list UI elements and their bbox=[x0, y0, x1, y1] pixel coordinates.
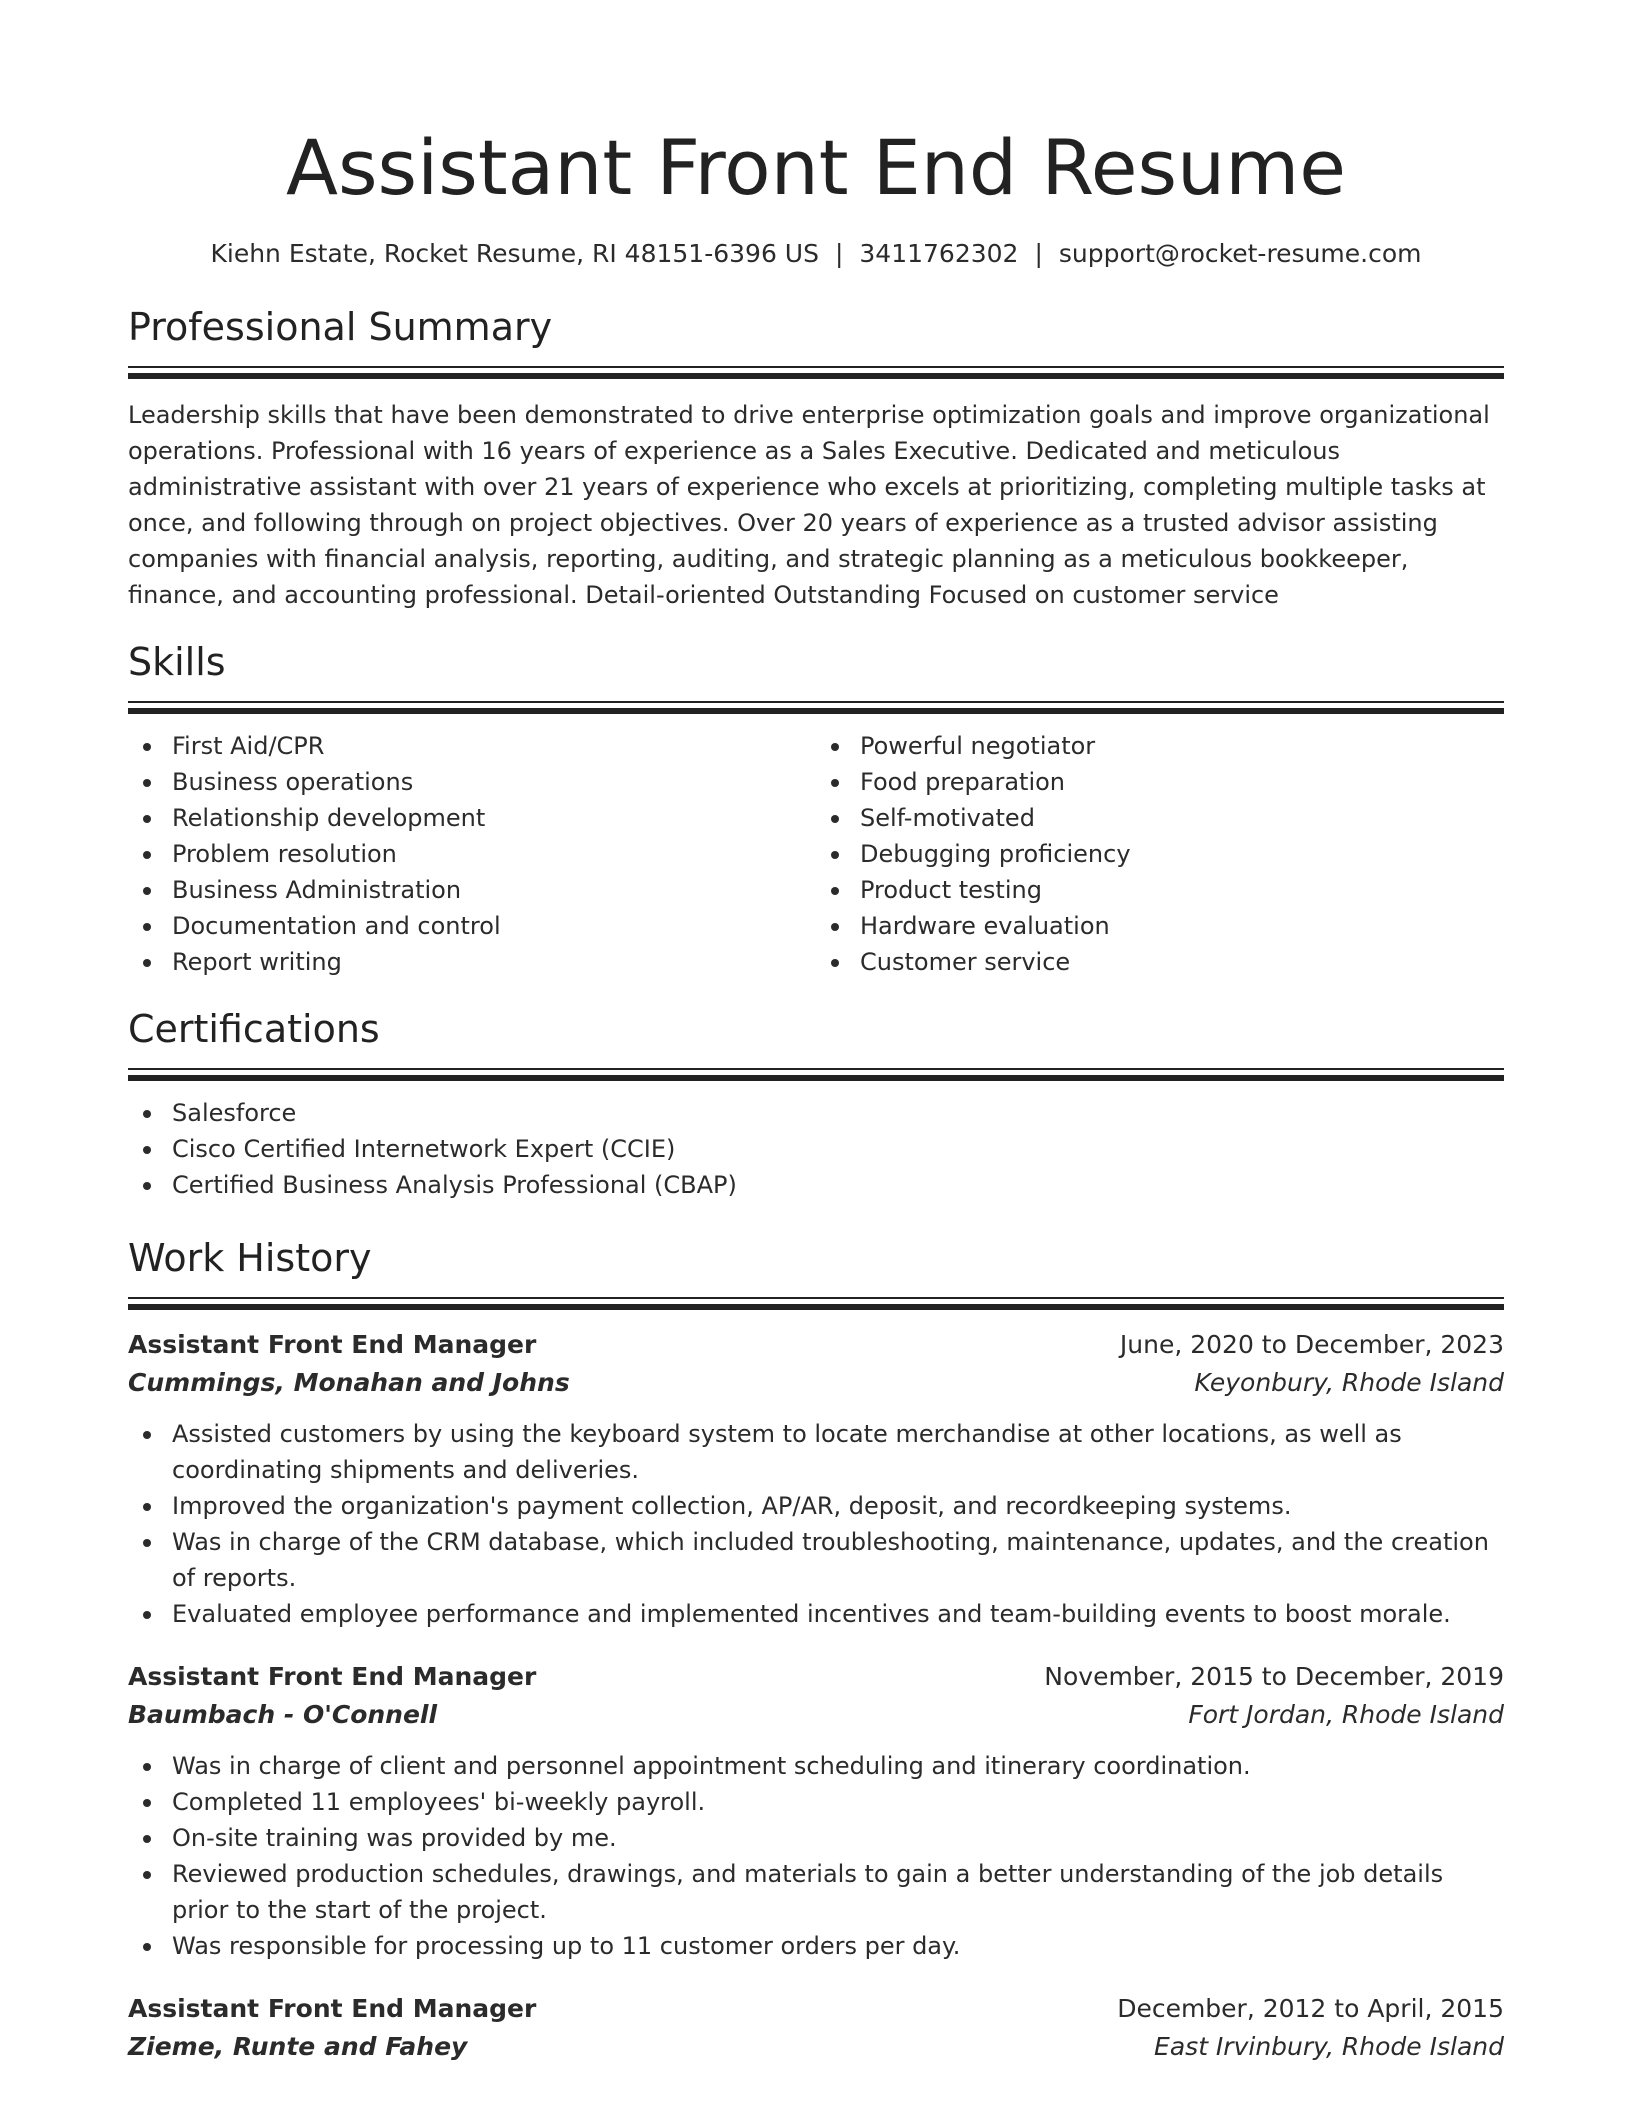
skill-item: Food preparation bbox=[816, 764, 1504, 800]
section-heading-work-history: Work History bbox=[128, 1236, 372, 1280]
skill-item: Business operations bbox=[128, 764, 816, 800]
job-bullet: Was responsible for processing up to 11 customer orders per day. bbox=[128, 1928, 1504, 1964]
certification-item: Salesforce bbox=[128, 1095, 1504, 1131]
job-bullet: Assisted customers by using the keyboard system to locate merchandise at other locations, as well as coordinating shipments and deliveries. bbox=[128, 1416, 1504, 1488]
job-entry bbox=[128, 1990, 1504, 2066]
skills-list-right bbox=[816, 728, 1504, 980]
job-company: Cummings, Monahan and Johns bbox=[128, 1368, 570, 1397]
section-divider bbox=[128, 1068, 1504, 1081]
skill-item: Relationship development bbox=[128, 800, 816, 836]
job-title: Assistant Front End Manager bbox=[128, 1994, 537, 2023]
section-divider bbox=[128, 701, 1504, 714]
section-heading-skills: Skills bbox=[128, 640, 226, 684]
skill-item: Powerful negotiator bbox=[816, 728, 1504, 764]
contact-address: Kiehn Estate, Rocket Resume, RI 48151-6396 US bbox=[210, 239, 819, 268]
job-bullet: Improved the organization's payment collection, AP/AR, deposit, and recordkeeping systems. bbox=[128, 1488, 1504, 1524]
job-title: Assistant Front End Manager bbox=[128, 1330, 537, 1359]
skill-item: Self-motivated bbox=[816, 800, 1504, 836]
job-dates: November, 2015 to December, 2019 bbox=[1044, 1662, 1504, 1691]
certification-item: Certified Business Analysis Professional (CBAP) bbox=[128, 1167, 1504, 1203]
job-bullet: Was in charge of client and personnel appointment scheduling and itinerary coordination. bbox=[128, 1748, 1504, 1784]
job-bullet: Was in charge of the CRM database, which included troubleshooting, maintenance, updates, and the creation of reports. bbox=[128, 1524, 1504, 1596]
skill-item: Debugging proficiency bbox=[816, 836, 1504, 872]
job-location: East Irvinbury, Rhode Island bbox=[1154, 2032, 1504, 2061]
job-entry bbox=[128, 1326, 1504, 1632]
job-bullets bbox=[128, 1416, 1504, 1632]
job-location: Fort Jordan, Rhode Island bbox=[1188, 1700, 1504, 1729]
job-bullet: Completed 11 employees' bi-weekly payroll. bbox=[128, 1784, 1504, 1820]
job-bullet: Reviewed production schedules, drawings, and materials to gain a better understanding of the job details prior to the start of the project. bbox=[128, 1856, 1504, 1928]
skill-item: Customer service bbox=[816, 944, 1504, 980]
skill-item: Business Administration bbox=[128, 872, 816, 908]
section-divider bbox=[128, 366, 1504, 379]
job-bullet: Evaluated employee performance and implemented incentives and team-building events to boost morale. bbox=[128, 1596, 1504, 1632]
job-location: Keyonbury, Rhode Island bbox=[1194, 1368, 1504, 1397]
skills-columns bbox=[128, 728, 1504, 980]
job-company: Zieme, Runte and Fahey bbox=[128, 2032, 468, 2061]
job-bullet: On-site training was provided by me. bbox=[128, 1820, 1504, 1856]
section-heading-summary: Professional Summary bbox=[128, 305, 553, 349]
work-history-section bbox=[128, 1233, 1504, 2066]
skill-item: First Aid/CPR bbox=[128, 728, 816, 764]
job-bullets bbox=[128, 1748, 1504, 1964]
contact-line bbox=[128, 236, 1504, 272]
certification-item: Cisco Certified Internetwork Expert (CCIE) bbox=[128, 1131, 1504, 1167]
contact-phone: 3411762302 bbox=[859, 239, 1019, 268]
certifications-list bbox=[128, 1095, 1504, 1203]
job-dates: June, 2020 to December, 2023 bbox=[1119, 1330, 1504, 1359]
contact-separator: | bbox=[834, 239, 844, 268]
skill-item: Product testing bbox=[816, 872, 1504, 908]
contact-email: support@rocket-resume.com bbox=[1058, 239, 1422, 268]
skill-item: Problem resolution bbox=[128, 836, 816, 872]
certifications-section bbox=[128, 1004, 1504, 1203]
summary-section bbox=[128, 302, 1504, 613]
section-heading-certifications: Certifications bbox=[128, 1007, 380, 1051]
skill-item: Report writing bbox=[128, 944, 816, 980]
job-entry bbox=[128, 1658, 1504, 1964]
skills-section bbox=[128, 637, 1504, 980]
job-company: Baumbach - O'Connell bbox=[128, 1700, 438, 1729]
skill-item: Documentation and control bbox=[128, 908, 816, 944]
skill-item: Hardware evaluation bbox=[816, 908, 1504, 944]
section-divider bbox=[128, 1297, 1504, 1310]
contact-separator: | bbox=[1034, 239, 1043, 268]
summary-text: Leadership skills that have been demonstrated to drive enterprise optimization goals and improve organizational operations. Professional with 16 years of experience as a Sales Executive. Dedicated and meticulous administrative assistant with over 21 years of experience who excels at prioritizing, completing multiple tasks at once, and following through on project objectives. Over 20 years of experience as a trusted advisor assisting companies with financial analysis, reporting, auditing, and strategic planning as a meticulous bookkeeper, finance, and accounting professional. Detail-oriented Outstanding Focused on customer service bbox=[128, 401, 1490, 609]
job-dates: December, 2012 to April, 2015 bbox=[1117, 1994, 1504, 2023]
skills-list-left bbox=[128, 728, 816, 980]
resume-title: Assistant Front End Resume bbox=[285, 123, 1347, 212]
job-title: Assistant Front End Manager bbox=[128, 1662, 537, 1691]
